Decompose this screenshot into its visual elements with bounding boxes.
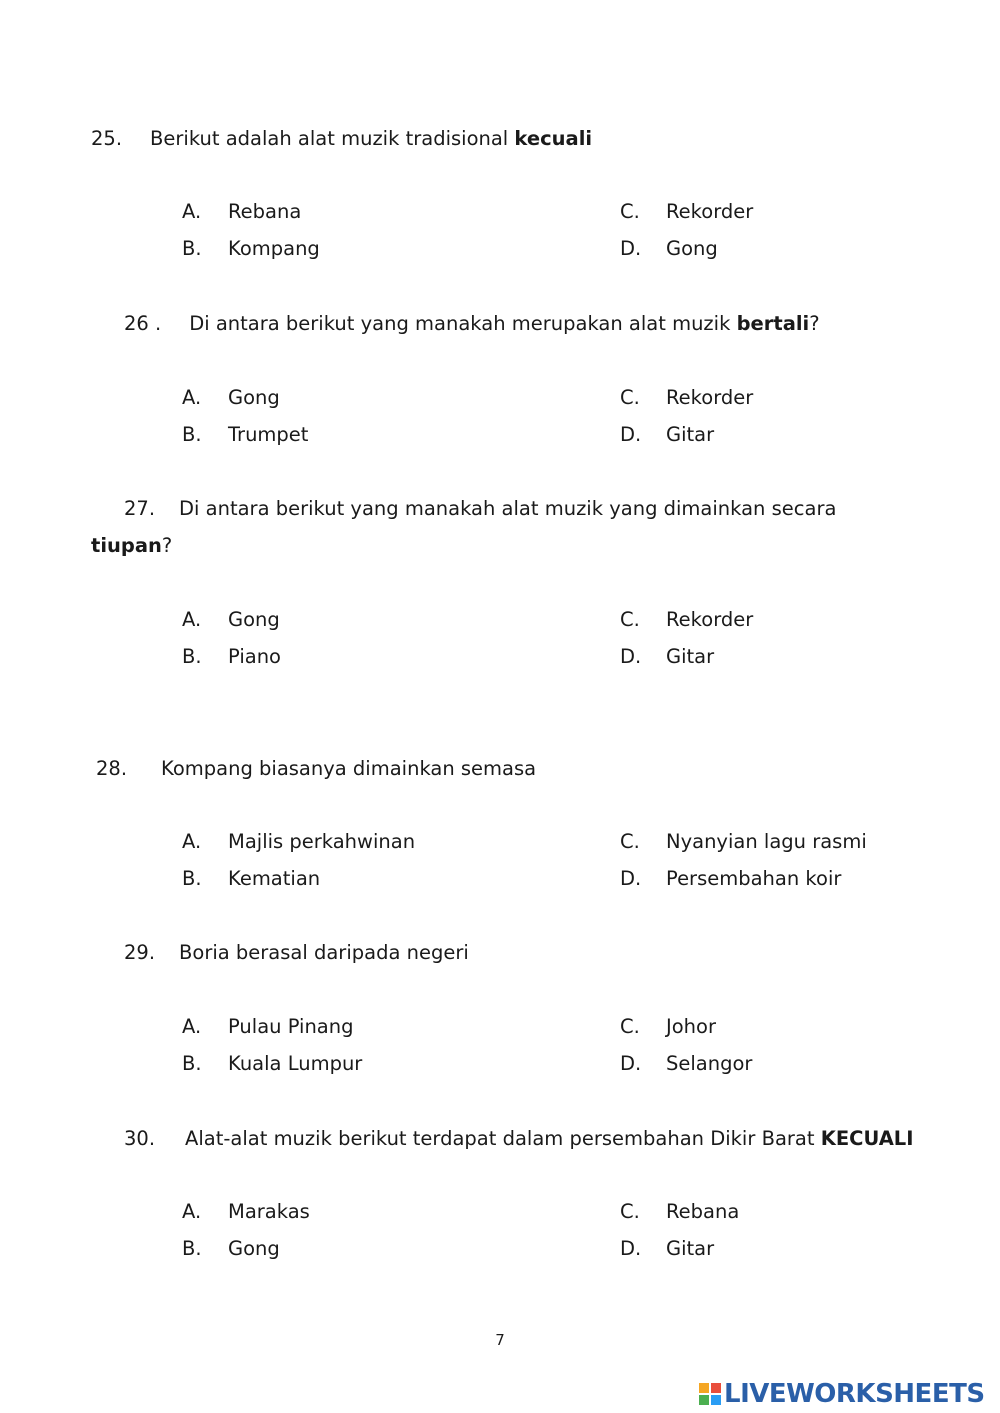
question-bold: kecuali: [514, 127, 593, 150]
option-text: Selangor: [666, 1052, 753, 1075]
question-text: Alat-alat muzik berikut terdapat dalam persembahan Dikir Barat: [185, 1127, 821, 1150]
option-letter: C.: [620, 1200, 640, 1223]
option-letter: A.: [182, 1015, 202, 1038]
option-letter: A.: [182, 830, 202, 853]
option-letter: C.: [620, 200, 640, 223]
option-letter: B.: [182, 1237, 202, 1260]
question-bold: KECUALI: [820, 1127, 914, 1150]
question-26: [124, 312, 820, 336]
option-text: Rebana: [666, 1200, 740, 1223]
option-text: Rekorder: [666, 608, 754, 631]
option-letter: D.: [620, 423, 642, 446]
option-text: Gitar: [666, 645, 715, 668]
option-letter: D.: [620, 1052, 642, 1075]
question-27-line2: [91, 534, 172, 558]
option-letter: B.: [182, 867, 202, 890]
option-text: Rebana: [228, 200, 302, 223]
option-text: Pulau Pinang: [228, 1015, 354, 1038]
option-text: Kematian: [228, 867, 321, 890]
option-letter: D.: [620, 867, 642, 890]
question-text: Boria berasal daripada negeri: [179, 941, 469, 964]
question-number: 27.: [124, 497, 156, 520]
option-letter: C.: [620, 830, 640, 853]
option-text: Gong: [228, 1237, 280, 1260]
option-letter: B.: [182, 1052, 202, 1075]
question-29: [124, 941, 469, 965]
option-text: Johor: [666, 1015, 716, 1038]
option-letter: A.: [182, 200, 202, 223]
option-letter: C.: [620, 1015, 640, 1038]
option-letter: C.: [620, 386, 640, 409]
option-text: Gong: [666, 237, 718, 260]
option-text: Rekorder: [666, 200, 754, 223]
option-letter: B.: [182, 645, 202, 668]
page-number: 7: [495, 1331, 505, 1349]
option-letter: C.: [620, 608, 640, 631]
option-letter: B.: [182, 423, 202, 446]
question-text: Kompang biasanya dimainkan semasa: [161, 757, 537, 780]
option-text: Kuala Lumpur: [228, 1052, 363, 1075]
option-text: Gong: [228, 386, 280, 409]
question-tail: ?: [161, 534, 173, 557]
question-bold: tiupan: [91, 534, 162, 557]
option-letter: D.: [620, 1237, 642, 1260]
question-text: Di antara berikut yang manakah merupakan alat muzik: [189, 312, 737, 335]
option-letter: D.: [620, 237, 642, 260]
question-number: 25.: [91, 127, 123, 150]
liveworksheets-logo: [698, 1378, 985, 1410]
option-text: Gong: [228, 608, 280, 631]
question-tail: ?: [809, 312, 820, 335]
question-text: Berikut adalah alat muzik tradisional: [150, 127, 515, 150]
question-bold: bertali: [736, 312, 810, 335]
option-text: Marakas: [228, 1200, 310, 1223]
logo-mark-icon: [698, 1382, 722, 1406]
question-25: [91, 127, 592, 151]
option-text: Gitar: [666, 1237, 715, 1260]
question-27: [124, 497, 836, 521]
question-30: [124, 1127, 913, 1151]
question-text: Di antara berikut yang manakah alat muzik yang dimainkan secara: [179, 497, 837, 520]
question-number: 30.: [124, 1127, 156, 1150]
option-letter: A.: [182, 1200, 202, 1223]
option-text: Kompang: [228, 237, 320, 260]
option-text: Nyanyian lagu rasmi: [666, 830, 867, 853]
option-text: Majlis perkahwinan: [228, 830, 416, 853]
option-letter: A.: [182, 386, 202, 409]
option-text: Gitar: [666, 423, 715, 446]
brand-name: LIVEWORKSHEETS: [724, 1379, 985, 1409]
question-number: 29.: [124, 941, 156, 964]
option-text: Trumpet: [228, 423, 309, 446]
option-text: Piano: [228, 645, 281, 668]
question-28: [96, 757, 536, 781]
option-letter: B.: [182, 237, 202, 260]
question-number: 26 .: [124, 312, 162, 335]
option-text: Rekorder: [666, 386, 754, 409]
question-number: 28.: [96, 757, 128, 780]
option-letter: D.: [620, 645, 642, 668]
option-letter: A.: [182, 608, 202, 631]
option-text: Persembahan koir: [666, 867, 842, 890]
